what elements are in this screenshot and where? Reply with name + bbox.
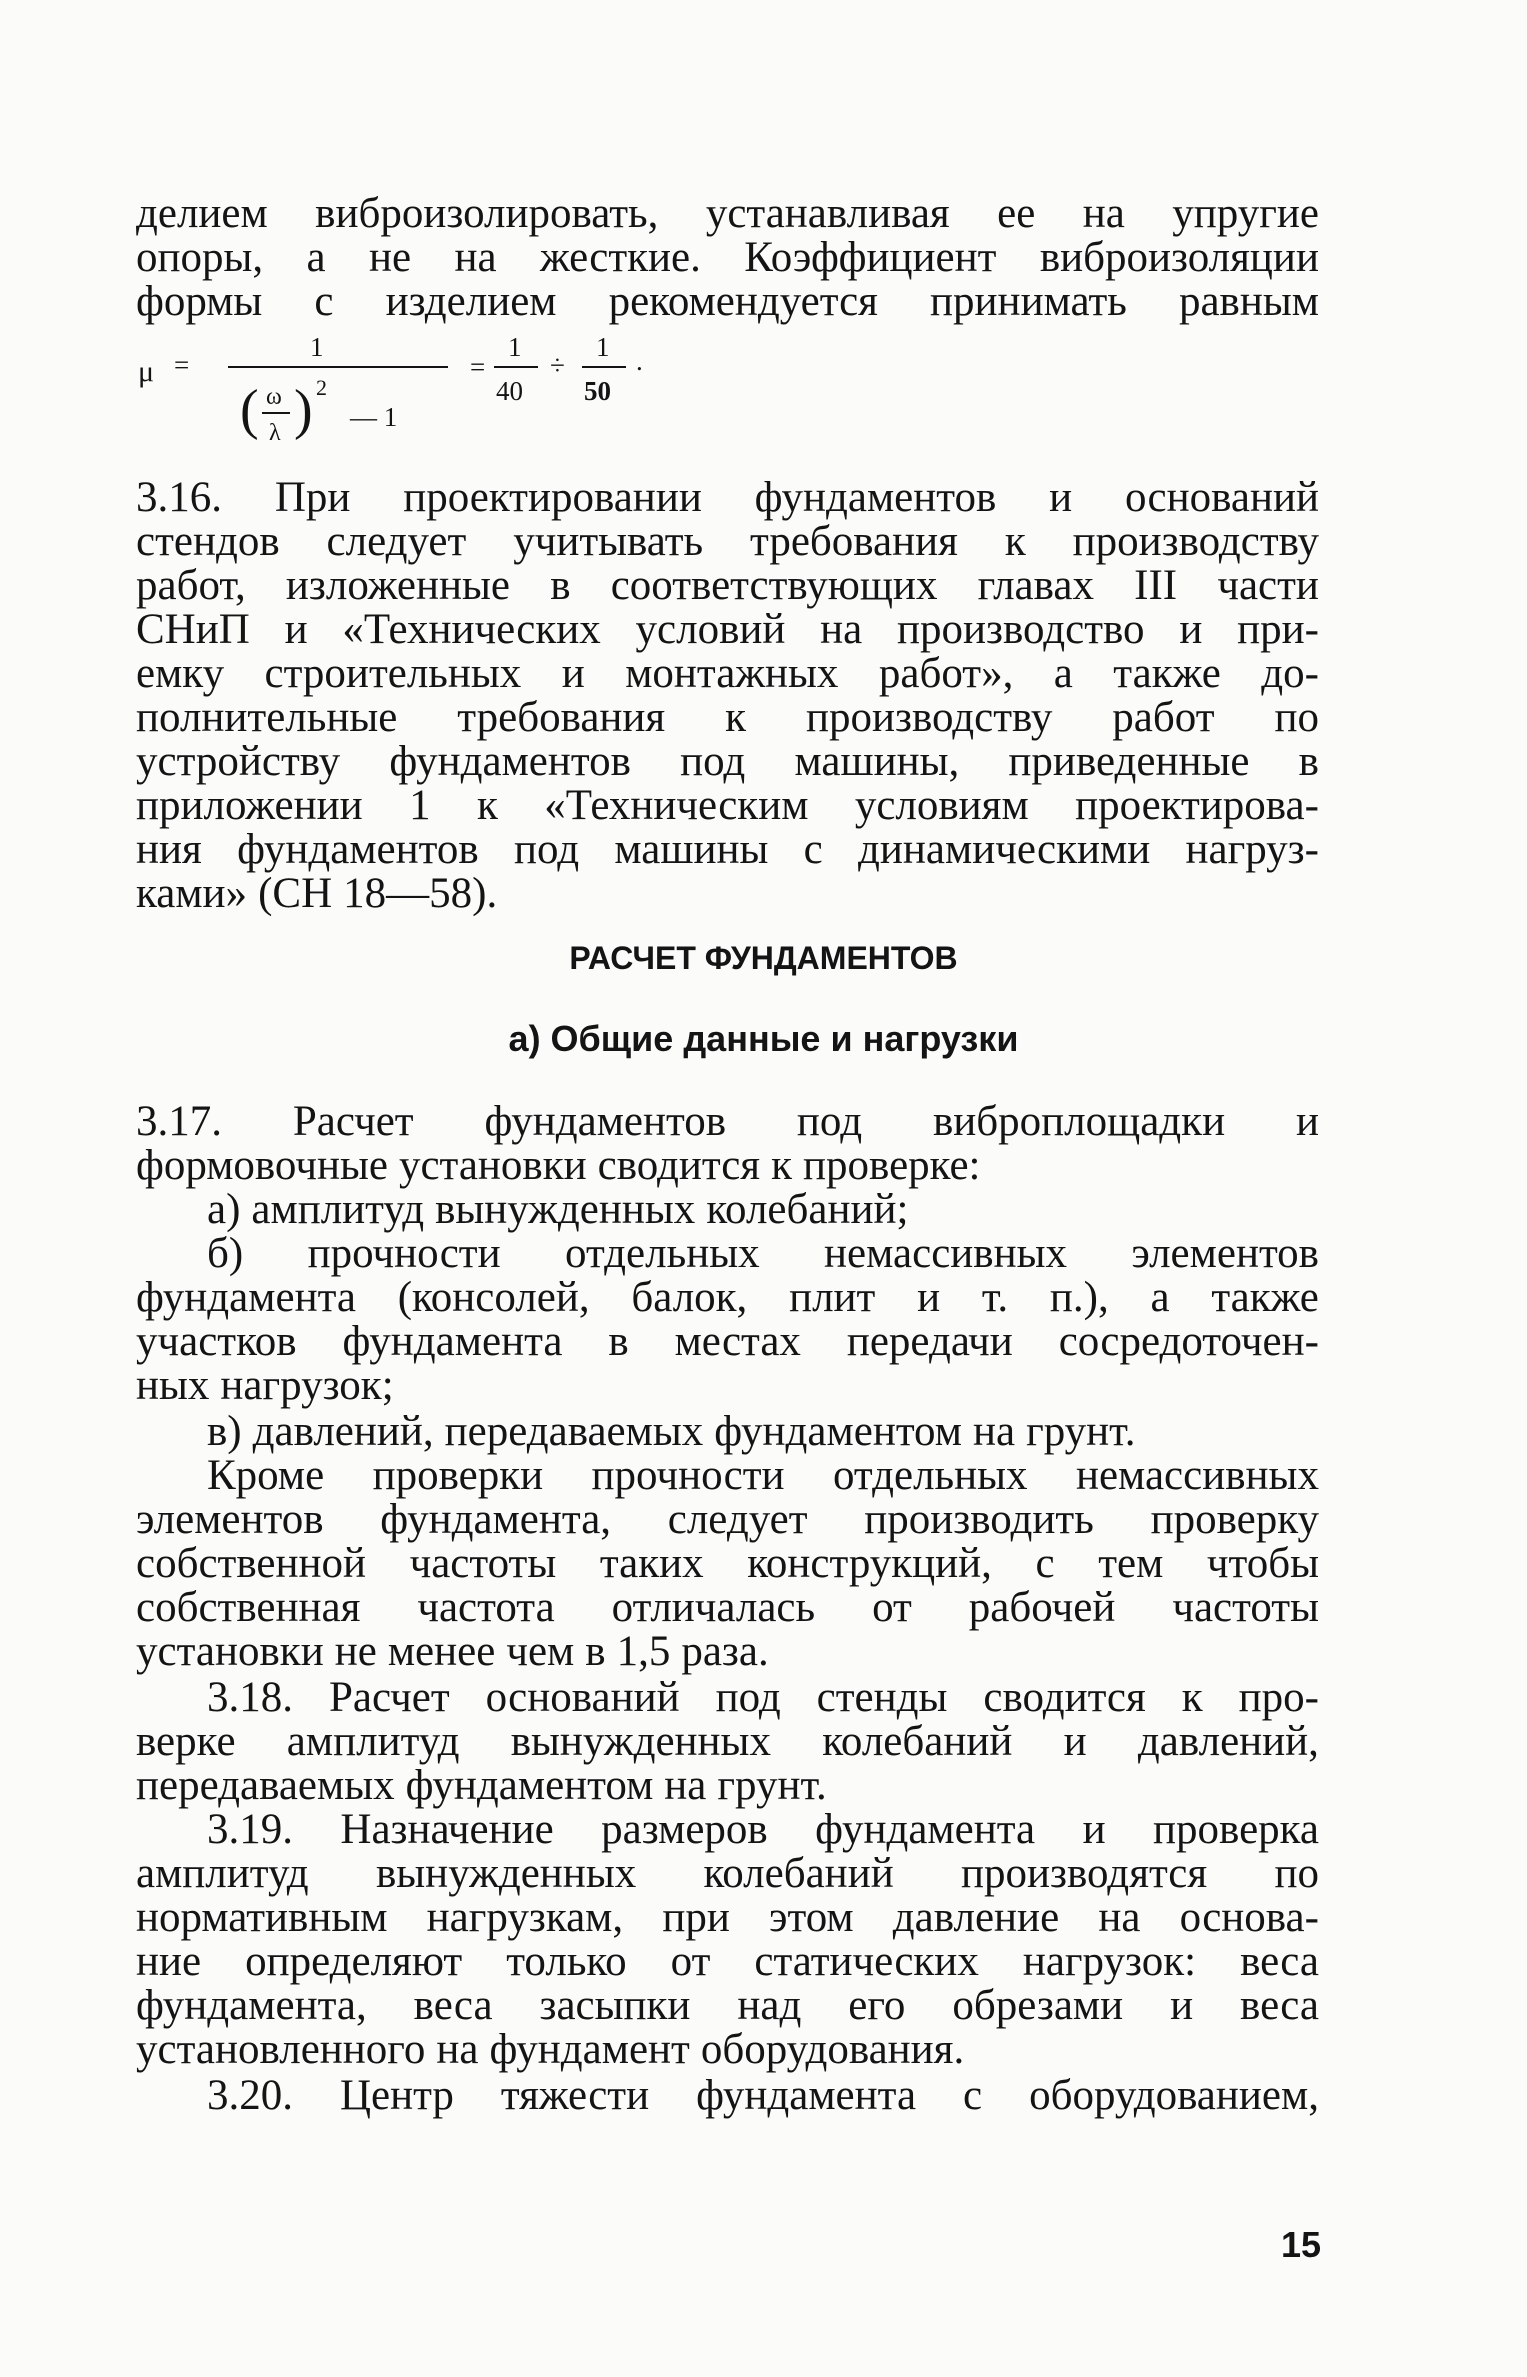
formula-numerator-1: 1 xyxy=(310,332,324,362)
text-line: емку строительных и монтажных работ», а также до- xyxy=(136,650,1319,697)
paragraph xyxy=(136,1100,1319,1188)
text-line: работ, изложенные в соответствующих главах III части xyxy=(136,562,1319,609)
formula-fraction-bar-3 xyxy=(582,366,626,368)
formula-minus-one: — 1 xyxy=(350,402,398,432)
section-heading: РАСЧЕТ ФУНДАМЕНТОВ xyxy=(569,940,958,976)
text-line: 3.19. Назначение размеров фундамента и проверка xyxy=(207,1806,1319,1853)
formula-numerator-2: 1 xyxy=(508,332,522,362)
text-line: Кроме проверки прочности отдельных немассивных xyxy=(207,1452,1319,1499)
text-line: СНиП и «Технических условий на производство и при- xyxy=(136,606,1319,653)
paragraph xyxy=(136,192,1319,324)
text-line: 3.17. Расчет фундаментов под виброплощадки и xyxy=(136,1098,1319,1145)
text-line: ных нагрузок; xyxy=(136,1362,394,1409)
text-line: ния фундаментов под машины с динамическими нагруз- xyxy=(136,826,1319,873)
text-line: верке амплитуд вынужденных колебаний и давлений, xyxy=(136,1718,1319,1765)
text-line: стендов следует учитывать требования к производству xyxy=(136,518,1319,565)
text-line: 3.18. Расчет оснований под стенды сводится к про- xyxy=(207,1674,1319,1721)
formula-lambda: λ xyxy=(269,420,281,446)
text-line: полнительные требования к производству работ по xyxy=(136,694,1319,741)
text-line: участков фундамента в местах передачи сосредоточен- xyxy=(136,1318,1319,1365)
paragraph xyxy=(136,1676,1319,1808)
text-line: собственной частоты таких конструкций, с тем чтобы xyxy=(136,1540,1319,1587)
formula-denominator-50: 50 xyxy=(584,376,611,406)
paragraph xyxy=(136,1808,1319,2072)
paragraph xyxy=(136,1188,1319,1232)
text-line: 3.16. При проектировании фундаментов и оснований xyxy=(136,474,1319,521)
paragraph xyxy=(136,2074,1319,2118)
formula-inner-fraction-bar xyxy=(262,412,290,414)
text-line: установки не менее чем в 1,5 раза. xyxy=(136,1628,769,1675)
text-line: установленного на фундамент оборудования. xyxy=(136,2026,965,2073)
formula-right-paren: ) xyxy=(294,379,313,441)
text-line: в) давлений, передаваемых фундаментом на грунт. xyxy=(207,1408,1136,1455)
paragraph xyxy=(136,1410,1319,1454)
subsection-heading: а) Общие данные и нагрузки xyxy=(508,1018,1019,1059)
text-line: а) амплитуд вынужденных колебаний; xyxy=(207,1186,909,1233)
formula-fraction-bar-2 xyxy=(494,366,538,368)
formula-equals-1: = xyxy=(174,350,190,380)
formula-numerator-3: 1 xyxy=(596,332,610,362)
text-line: формовочные установки сводится к проверке: xyxy=(136,1142,981,1189)
paragraph xyxy=(136,1232,1319,1408)
formula-fraction-bar-1 xyxy=(228,366,448,368)
formula-left-paren: ( xyxy=(240,379,259,441)
text-line: передаваемых фундаментом на грунт. xyxy=(136,1762,827,1809)
text-line: собственная частота отличалась от рабочей частоты xyxy=(136,1584,1319,1631)
text-line: формы с изделием рекомендуется принимать равным xyxy=(136,278,1319,325)
text-line: приложении 1 к «Техническим условиям проектирова- xyxy=(136,782,1319,829)
text-line: фундамента (консолей, балок, плит и т. п.), а также xyxy=(136,1274,1319,1321)
text-line: фундамента, веса засыпки над его обрезами и веса xyxy=(136,1982,1319,2029)
text-line: 3.20. Центр тяжести фундамента с оборудованием, xyxy=(207,2072,1319,2119)
paragraph xyxy=(136,1454,1319,1674)
formula-omega: ω xyxy=(266,384,282,410)
formula-denominator-40: 40 xyxy=(496,376,523,406)
formula-exponent: 2 xyxy=(316,375,327,400)
text-line: опоры, а не на жесткие. Коэффициент виброизоляции xyxy=(136,234,1319,281)
text-line: нормативным нагрузкам, при этом давление на основа- xyxy=(136,1894,1319,1941)
text-line: делием виброизолировать, устанавливая ее на упругие xyxy=(136,190,1319,237)
paragraph xyxy=(136,476,1319,916)
vibration-isolation-formula xyxy=(136,332,696,480)
text-line: ками» (СН 18—58). xyxy=(136,870,498,917)
text-line: ние определяют только от статических нагрузок: веса xyxy=(136,1938,1319,1985)
formula-mu: μ xyxy=(138,355,155,388)
formula-period: . xyxy=(636,346,643,376)
text-line: элементов фундамента, следует производить проверку xyxy=(136,1496,1319,1543)
formula-equals-2: = xyxy=(470,352,486,382)
text-line: амплитуд вынужденных колебаний производятся по xyxy=(136,1850,1319,1897)
text-line: устройству фундаментов под машины, приведенные в xyxy=(136,738,1319,785)
page-number: 15 xyxy=(1280,2224,1321,2265)
text-line: б) прочности отдельных немассивных элементов xyxy=(207,1230,1319,1277)
formula-approx: ÷ xyxy=(550,350,565,380)
